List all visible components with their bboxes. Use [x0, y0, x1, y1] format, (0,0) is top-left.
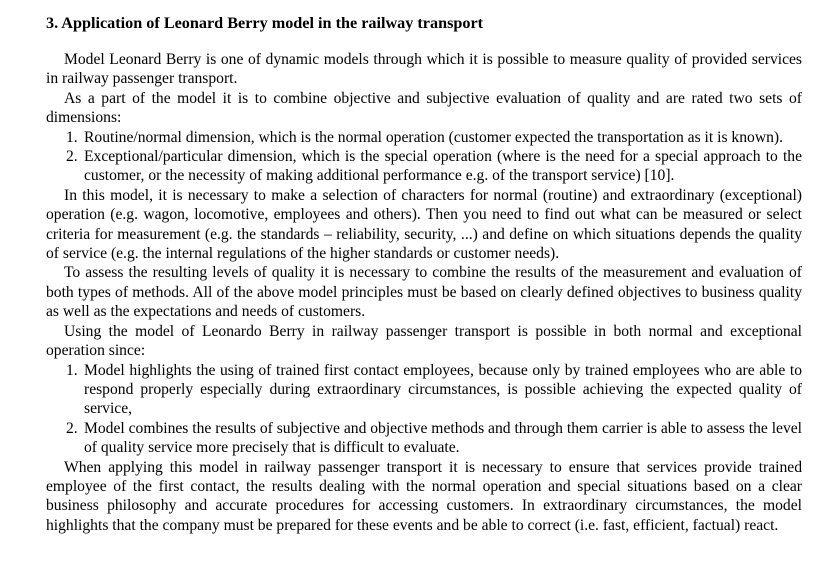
- list-item-number: 1.: [66, 361, 78, 379]
- list-item-text: Model combines the results of subjective and objective methods and through them carrier is able to assess the level of quality service more precisely that is difficult to evaluate.: [84, 419, 802, 457]
- dimensions-list: [46, 128, 802, 186]
- list-item-number: 2.: [66, 419, 78, 437]
- list-item-text: Routine/normal dimension, which is the normal operation (customer expected the transportation as it is known).: [84, 128, 783, 146]
- paragraph-usage-lead: Using the model of Leonardo Berry in railway passenger transport is possible in both normal and exceptional operation since:: [46, 322, 802, 360]
- paragraph-conclusion: When applying this model in railway passenger transport it is necessary to ensure that services provide trained employee of the first contact, the results dealing with the normal operation and special situations based on a clear business philosophy and accurate procedures for accessing customers. In extraordinary circumstances, the model highlights that the company must be prepared for these events and be able to correct (i.e. fast, efficient, factual) react.: [46, 458, 802, 534]
- reasons-list: [46, 361, 802, 458]
- paragraph-assessment: To assess the resulting levels of quality it is necessary to combine the results of the measurement and evaluation of both types of methods. All of the above model principles must be based on clearly defined objectives to business quality as well as the expectations and needs of customers.: [46, 264, 802, 321]
- document-page: [46, 13, 802, 535]
- list-item-text: Model highlights the using of trained first contact employees, because only by trained employees who are able to respond properly especially during extraordinary circumstances, is possible achieving the expected quality of service,: [84, 361, 802, 418]
- paragraph-dimensions-lead: As a part of the model it is to combine objective and subjective evaluation of quality and are rated two sets of dimensions:: [46, 89, 802, 127]
- paragraph-selection: In this model, it is necessary to make a selection of characters for normal (routine) and extraordinary (exceptional) operation (e.g. wagon, locomotive, employees and others). Then you need to find out what can be measured or select criteria for measurement (e.g. the standards – reliability, security, ...) and define on which situations depends the quality of service (e.g. the internal regulations of the higher standards or customer needs).: [46, 186, 802, 263]
- paragraph-intro: Model Leonard Berry is one of dynamic models through which it is possible to measure quality of provided services in railway passenger transport.: [46, 51, 802, 88]
- list-item-number: 2.: [66, 148, 78, 166]
- list-item: [46, 147, 802, 186]
- list-item: [46, 128, 802, 147]
- list-item-number: 1.: [66, 128, 78, 146]
- section-heading: 3. Application of Leonard Berry model in the railway transport: [46, 14, 484, 32]
- list-item: [46, 419, 802, 458]
- list-item: [46, 361, 802, 419]
- list-item-text: Exceptional/particular dimension, which is the special operation (where is the need for a special approach to the customer, or the necessity of making additional performance e.g. of the transport service) [10].: [84, 148, 802, 185]
